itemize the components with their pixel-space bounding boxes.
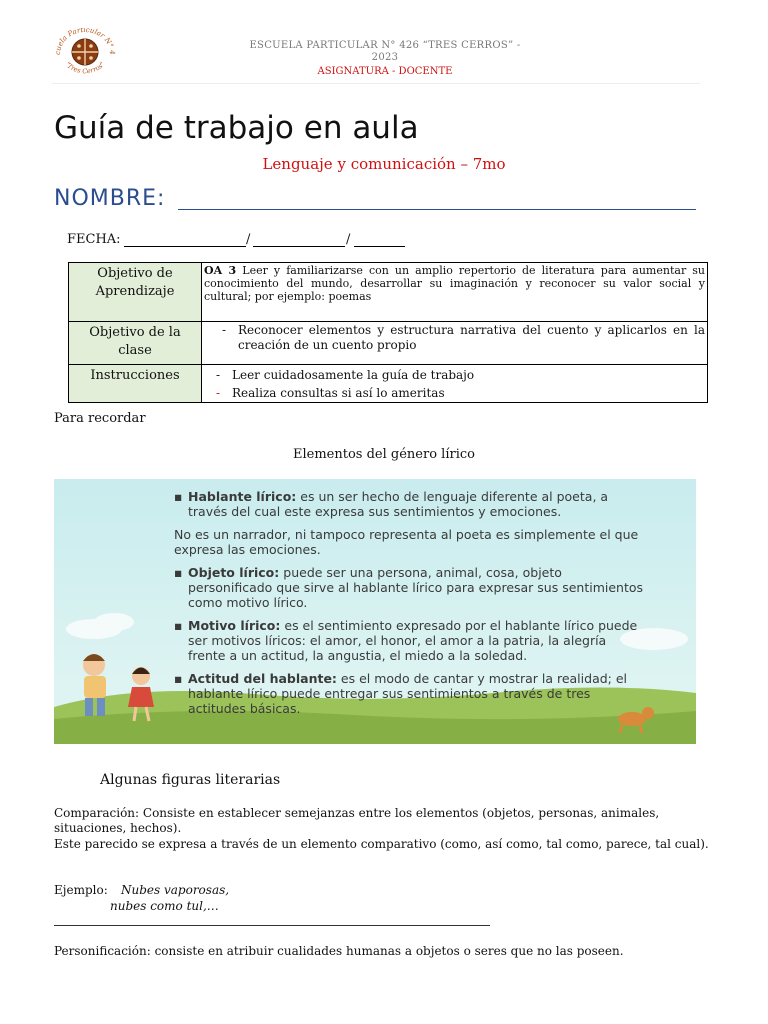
- page-title: Guía de trabajo en aula: [54, 110, 419, 146]
- fecha-month-line[interactable]: [253, 246, 345, 247]
- list-item: No es un narrador, ni tampoco representa al poeta es simplemente el que expresa las emociones.: [174, 527, 639, 557]
- table-row: [69, 322, 708, 365]
- comparacion-detail: Este parecido se expresa a través de un elemento comparativo (como, así como, tal como, parece, tal cual).: [54, 837, 709, 851]
- fecha-separator: /: [346, 232, 351, 247]
- table-row: [69, 365, 708, 403]
- objetivo-clase-cell: [202, 322, 708, 365]
- logo-text-top: cuela Particular N° 4: [53, 28, 117, 56]
- nombre-field-line[interactable]: [178, 209, 696, 210]
- bullet-mark: -: [221, 323, 227, 337]
- instrucciones-cell: [202, 365, 708, 403]
- infographic-text: [174, 489, 644, 716]
- para-recordar-label: Para recordar: [54, 411, 146, 426]
- personificacion-definition: Personificación: consiste en atribuir cualidades humanas a objetos o seres que no las poseen.: [54, 944, 624, 958]
- list-item: ▪ Motivo lírico: es el sentimiento expresado por el hablante lírico puede ser motivos líricos: el amor, el honor, el amor a la patria, la alegría frente a un actitud, la angustia, el miedo a la soledad.: [174, 618, 638, 663]
- fecha-label: FECHA:: [67, 232, 121, 247]
- table-row: [69, 263, 708, 322]
- ejemplo-line-1: Nubes vaporosas,: [121, 883, 230, 897]
- list-item: - Realiza consultas si así lo ameritas: [204, 383, 705, 401]
- bullet-mark: -: [215, 368, 221, 382]
- ejemplo-label: Ejemplo:: [54, 883, 108, 897]
- header-divider: [52, 83, 700, 84]
- list-item: - Reconocer elementos y estructura narrativa del cuento y aplicarlos en la creación de un cuento propio: [204, 323, 705, 353]
- bullet-mark: -: [215, 386, 221, 400]
- subject-teacher-line: ASIGNATURA - DOCENTE: [317, 66, 453, 77]
- fecha-day-line[interactable]: [124, 246, 246, 247]
- objetivo-clase-header: Objetivo de la clase: [69, 322, 202, 365]
- school-logo: [52, 28, 118, 78]
- lyric-elements-infographic: [54, 479, 696, 744]
- instrucciones-header: Instrucciones: [69, 365, 202, 403]
- logo-text-bottom: "Tres Cerros": [63, 60, 107, 76]
- fecha-year-line[interactable]: [354, 246, 405, 247]
- oa-code: OA 3: [204, 264, 237, 277]
- page-subtitle: Lenguaje y comunicación – 7mo: [262, 155, 506, 173]
- school-name: ESCUELA PARTICULAR N° 426 “TRES CERROS” - 2023: [249, 40, 521, 63]
- objetivo-aprendizaje-cell: [202, 263, 708, 322]
- list-item: ▪ Hablante lírico: es un ser hecho de lenguaje diferente al poeta, a través del cual este expresa sus sentimientos y emociones.: [174, 489, 609, 519]
- comparacion-definition: Comparación: Consiste en establecer semejanzas entre los elementos (objetos, personas, animales, situaciones, hechos).: [54, 806, 660, 835]
- objetivo-aprendizaje-header: Objetivo de Aprendizaje: [69, 263, 202, 322]
- list-item: ▪ Actitud del hablante: es el modo de cantar y mostrar la realidad; el hablante lírico puede entregar sus sentimientos a través de tres actitudes básicas.: [174, 671, 628, 716]
- ejemplo-line-2: nubes como tul,…: [110, 899, 219, 913]
- figuras-title: Algunas figuras literarias: [100, 772, 281, 788]
- oa-text: Leer y familiarizarse con un amplio repertorio de literatura para aumentar su conocimiento del mundo, desarrollar su imaginación y reconocer su valor social y cultural; por ejemplo: poemas: [204, 264, 705, 303]
- objectives-table: [68, 262, 708, 403]
- list-item: - Leer cuidadosamente la guía de trabajo: [204, 366, 705, 383]
- list-item: ▪ Objeto lírico: puede ser una persona, animal, cosa, objeto personificado que sirve al hablante lírico para expresar sus sentimientos como motivo lírico.: [174, 565, 644, 610]
- section-separator: [54, 925, 490, 926]
- nombre-label: NOMBRE:: [54, 186, 166, 211]
- section-title: Elementos del género lírico: [293, 447, 475, 462]
- fecha-separator: /: [246, 232, 251, 247]
